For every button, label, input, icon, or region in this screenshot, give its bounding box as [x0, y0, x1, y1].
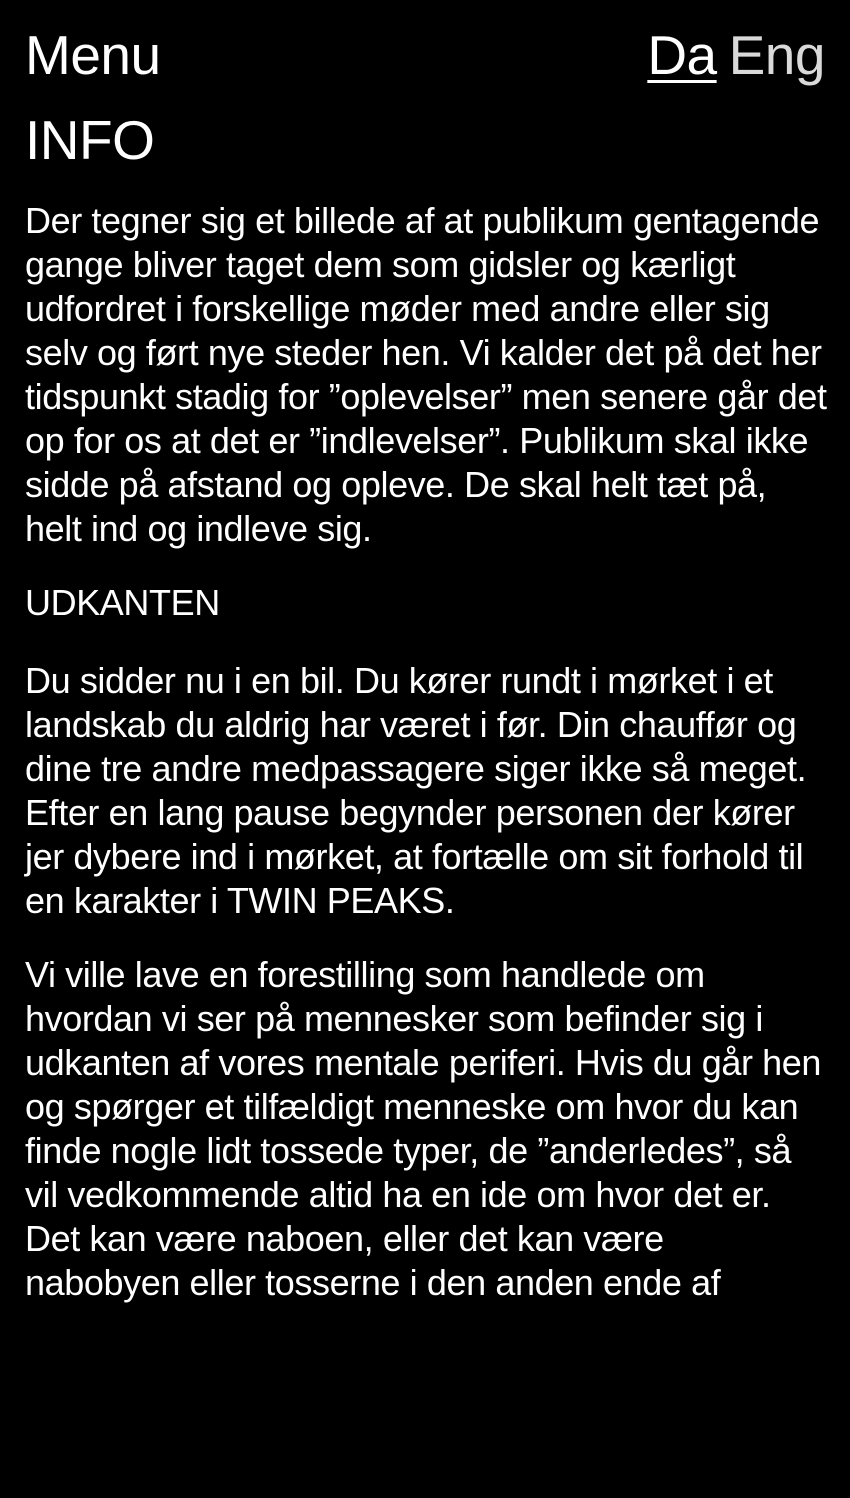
body-paragraph-1: Du sidder nu i en bil. Du kører rundt i mørket i et landskab du aldrig har været i før. Din chauffør og dine tre andre medpassagere siger ikke så meget. Efter en lang pause begynder personen der kører jer dybere ind i mørket, at fortælle om sit forhold til en karakter i TWIN PEAKS.: [25, 660, 807, 921]
site-header: [25, 22, 825, 92]
page-title: INFO: [25, 109, 155, 171]
language-switcher: [647, 22, 825, 88]
section-heading: UDKANTEN: [25, 582, 220, 623]
main-content: [25, 105, 828, 1335]
language-eng-link[interactable]: Eng: [728, 24, 825, 86]
language-da-link[interactable]: Da: [647, 24, 717, 86]
intro-paragraph: Der tegner sig et billede af at publikum gentagende gange bliver taget dem som gidsler og kærligt udfordret i forskellige møder med andre eller sig selv og ført nye steder hen. Vi kalder det på det her tidspunkt stadig for ”oplevelser” men senere går det op for os at det er ”indlevelser”. Publikum skal ikke sidde på afstand og opleve. De skal helt tæt på, helt ind og indleve sig.: [25, 200, 827, 549]
body-paragraph-2: Vi ville lave en forestilling som handlede om hvordan vi ser på mennesker som befinder sig i udkanten af vores mentale periferi. Hvis du går hen og spørger et tilfældigt menneske om hvor du kan finde nogle lidt tossede typer, de ”anderledes”, så vil vedkommende altid ha en ide om hvor det er. Det kan være naboen, eller det kan være nabobyen eller tosserne i den anden ende af: [25, 954, 822, 1303]
menu-button[interactable]: Menu: [25, 24, 161, 86]
